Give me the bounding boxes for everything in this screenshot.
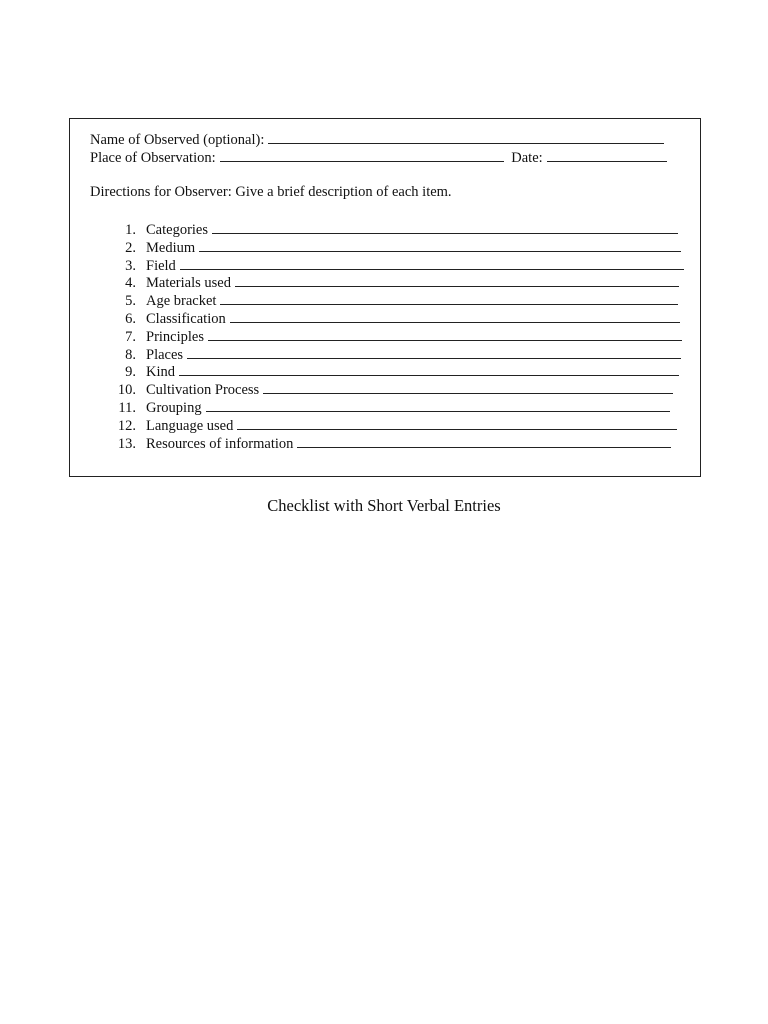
list-item: 2. Medium [110, 237, 684, 255]
name-of-observed-label: Name of Observed (optional): [90, 132, 265, 148]
entry-field[interactable] [179, 361, 679, 376]
directions-text: Directions for Observer: Give a brief description of each item. [90, 184, 452, 200]
list-item: 7. Principles [110, 326, 684, 344]
checklist [110, 219, 684, 450]
entry-field[interactable] [199, 237, 681, 252]
list-item: 6. Classification [110, 308, 684, 326]
observation-form [69, 118, 701, 477]
list-item: 9. Kind [110, 361, 684, 379]
list-item: 1. Categories [110, 219, 684, 237]
entry-field[interactable] [263, 379, 673, 394]
place-date-row [90, 147, 667, 167]
entry-field[interactable] [212, 219, 678, 234]
list-item: 10. Cultivation Process [110, 379, 684, 397]
list-item: 11. Grouping [110, 397, 684, 415]
name-of-observed-row [90, 129, 664, 149]
list-item: 4. Materials used [110, 272, 684, 290]
list-item: 13. Resources of information [110, 433, 684, 451]
place-of-observation-label: Place of Observation: [90, 150, 216, 166]
entry-field[interactable] [297, 433, 671, 448]
figure-caption: Checklist with Short Verbal Entries [267, 496, 501, 515]
list-item: 12. Language used [110, 415, 684, 433]
entry-field[interactable] [187, 344, 681, 359]
entry-field[interactable] [220, 290, 678, 305]
entry-field[interactable] [235, 272, 679, 287]
place-of-observation-field[interactable] [220, 147, 504, 162]
list-item: 3. Field [110, 255, 684, 273]
entry-field[interactable] [230, 308, 680, 323]
date-label: Date: [511, 150, 543, 166]
entry-field[interactable] [237, 415, 677, 430]
list-item: 8. Places [110, 344, 684, 362]
name-of-observed-field[interactable] [268, 129, 664, 144]
entry-field[interactable] [208, 326, 682, 341]
list-item: 5. Age bracket [110, 290, 684, 308]
entry-field[interactable] [206, 397, 670, 412]
date-field[interactable] [547, 147, 667, 162]
entry-field[interactable] [180, 255, 684, 270]
